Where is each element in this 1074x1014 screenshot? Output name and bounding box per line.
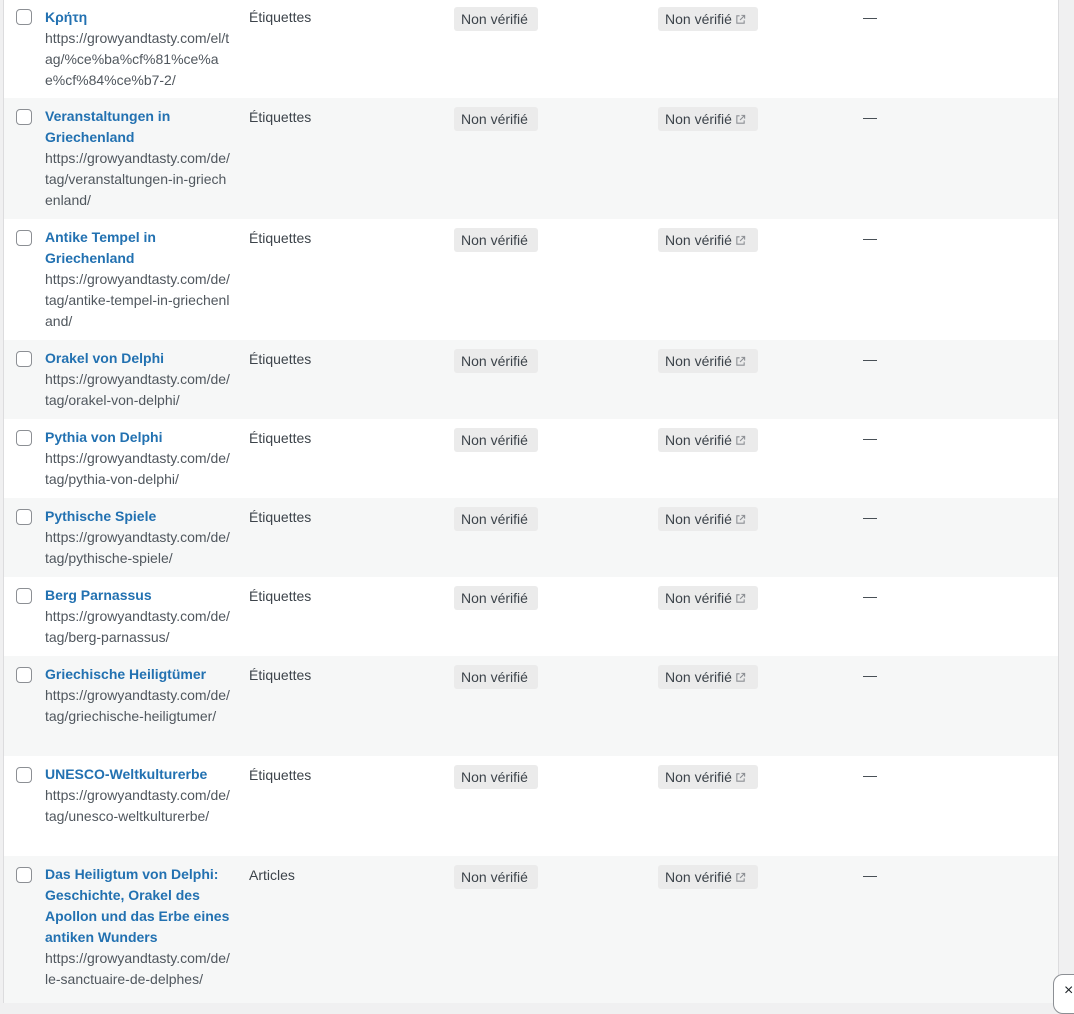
row-type: Étiquettes xyxy=(249,430,312,446)
external-link-icon xyxy=(735,14,746,25)
external-link-icon xyxy=(735,514,746,525)
row-type: Étiquettes xyxy=(249,667,312,683)
row-url: https://growyandtasty.com/de/tag/pythische-spiele/ xyxy=(45,529,230,566)
status-link-label: Non vérifié xyxy=(665,869,732,885)
row-title-link[interactable]: UNESCO-Weltkulturerbe xyxy=(45,766,208,782)
status-badge: Non vérifié xyxy=(454,665,538,689)
status-link-label: Non vérifié xyxy=(665,590,732,606)
status-badge: Non vérifié xyxy=(454,7,538,31)
row-extra-value: — xyxy=(863,867,877,883)
external-link-icon xyxy=(735,872,746,883)
title-cell xyxy=(45,864,233,990)
row-extra-value: — xyxy=(863,9,877,25)
title-cell xyxy=(45,427,233,490)
row-checkbox[interactable] xyxy=(16,351,32,367)
table-row xyxy=(4,756,1058,856)
status-link-label: Non vérifié xyxy=(665,511,732,527)
table-row xyxy=(4,219,1058,340)
external-link-icon xyxy=(735,114,746,125)
status-link-label: Non vérifié xyxy=(665,769,732,785)
close-icon: × xyxy=(1064,982,1074,999)
row-url: https://growyandtasty.com/de/tag/pythia-von-delphi/ xyxy=(45,450,230,487)
status-badge: Non vérifié xyxy=(454,228,538,252)
status-link-badge[interactable] xyxy=(658,107,758,131)
table-row xyxy=(4,498,1058,577)
row-title-link[interactable]: Das Heiligtum von Delphi: Geschichte, Orakel des Apollon und das Erbe eines antiken Wunders xyxy=(45,866,230,945)
status-badge: Non vérifié xyxy=(454,586,538,610)
row-extra-value: — xyxy=(863,667,877,683)
external-link-icon xyxy=(735,593,746,604)
row-title-link[interactable]: Veranstaltungen in Griechenland xyxy=(45,108,171,145)
status-link-badge[interactable] xyxy=(658,665,758,689)
row-title-link[interactable]: Pythische Spiele xyxy=(45,508,157,524)
table-row xyxy=(4,856,1058,1003)
status-badge: Non vérifié xyxy=(454,428,538,452)
status-link-badge[interactable] xyxy=(658,586,758,610)
status-link-label: Non vérifié xyxy=(665,11,732,27)
row-extra-value: — xyxy=(863,588,877,604)
row-type: Étiquettes xyxy=(249,767,312,783)
row-type: Étiquettes xyxy=(249,588,312,604)
status-link-badge[interactable] xyxy=(658,349,758,373)
row-type: Étiquettes xyxy=(249,509,312,525)
row-title-link[interactable]: Griechische Heiligtümer xyxy=(45,666,207,682)
table-row xyxy=(4,419,1058,498)
status-link-badge[interactable] xyxy=(658,507,758,531)
row-url: https://growyandtasty.com/de/tag/antike-tempel-in-griechenland/ xyxy=(45,271,230,329)
row-extra-value: — xyxy=(863,109,877,125)
row-checkbox[interactable] xyxy=(16,230,32,246)
status-link-label: Non vérifié xyxy=(665,232,732,248)
status-link-badge[interactable] xyxy=(658,7,758,31)
row-extra-value: — xyxy=(863,230,877,246)
status-link-badge[interactable] xyxy=(658,428,758,452)
title-cell xyxy=(45,106,233,211)
table-row xyxy=(4,656,1058,756)
tag-list-table xyxy=(3,0,1059,1003)
external-link-icon xyxy=(735,356,746,367)
row-title-link[interactable]: Κρήτη xyxy=(45,9,88,25)
row-type: Étiquettes xyxy=(249,351,312,367)
row-extra-value: — xyxy=(863,430,877,446)
row-checkbox[interactable] xyxy=(16,667,32,683)
row-title-link[interactable]: Berg Parnassus xyxy=(45,587,152,603)
row-checkbox[interactable] xyxy=(16,867,32,883)
status-link-badge[interactable] xyxy=(658,865,758,889)
status-link-badge[interactable] xyxy=(658,228,758,252)
title-cell xyxy=(45,585,233,648)
row-extra-value: — xyxy=(863,351,877,367)
title-cell xyxy=(45,764,233,827)
status-link-label: Non vérifié xyxy=(665,353,732,369)
external-link-icon xyxy=(735,772,746,783)
row-extra-value: — xyxy=(863,767,877,783)
row-title-link[interactable]: Pythia von Delphi xyxy=(45,429,163,445)
row-url: https://growyandtasty.com/de/le-sanctuaire-de-delphes/ xyxy=(45,950,230,987)
row-title-link[interactable]: Orakel von Delphi xyxy=(45,350,165,366)
title-cell xyxy=(45,348,233,411)
row-extra-value: — xyxy=(863,509,877,525)
status-badge: Non vérifié xyxy=(454,349,538,373)
row-checkbox[interactable] xyxy=(16,109,32,125)
row-title-link[interactable]: Antike Tempel in Griechenland xyxy=(45,229,156,266)
status-badge: Non vérifié xyxy=(454,865,538,889)
external-link-icon xyxy=(735,435,746,446)
row-type: Étiquettes xyxy=(249,9,312,25)
title-cell xyxy=(45,7,233,91)
row-checkbox[interactable] xyxy=(16,767,32,783)
table-row xyxy=(4,577,1058,656)
row-type: Étiquettes xyxy=(249,109,312,125)
row-url: https://growyandtasty.com/de/tag/veranstaltungen-in-griechenland/ xyxy=(45,150,230,208)
table-row xyxy=(4,0,1058,98)
row-checkbox[interactable] xyxy=(16,588,32,604)
status-link-label: Non vérifié xyxy=(665,669,732,685)
status-link-label: Non vérifié xyxy=(665,111,732,127)
title-cell xyxy=(45,506,233,569)
row-url: https://growyandtasty.com/el/tag/%ce%ba%cf%81%ce%ae%cf%84%ce%b7-2/ xyxy=(45,30,230,88)
row-url: https://growyandtasty.com/de/tag/orakel-von-delphi/ xyxy=(45,371,230,408)
status-link-label: Non vérifié xyxy=(665,432,732,448)
external-link-icon xyxy=(735,672,746,683)
row-checkbox[interactable] xyxy=(16,9,32,25)
status-badge: Non vérifié xyxy=(454,507,538,531)
close-button[interactable] xyxy=(1053,974,1074,1014)
external-link-icon xyxy=(735,235,746,246)
status-badge: Non vérifié xyxy=(454,107,538,131)
row-type: Étiquettes xyxy=(249,230,312,246)
row-url: https://growyandtasty.com/de/tag/griechische-heiligtumer/ xyxy=(45,687,230,724)
title-cell xyxy=(45,664,233,727)
table-row xyxy=(4,98,1058,219)
row-checkbox[interactable] xyxy=(16,509,32,525)
row-url: https://growyandtasty.com/de/tag/berg-parnassus/ xyxy=(45,608,230,645)
status-link-badge[interactable] xyxy=(658,765,758,789)
table-row xyxy=(4,340,1058,419)
status-badge: Non vérifié xyxy=(454,765,538,789)
row-checkbox[interactable] xyxy=(16,430,32,446)
row-url: https://growyandtasty.com/de/tag/unesco-weltkulturerbe/ xyxy=(45,787,230,824)
title-cell xyxy=(45,227,233,332)
row-type: Articles xyxy=(249,867,295,883)
